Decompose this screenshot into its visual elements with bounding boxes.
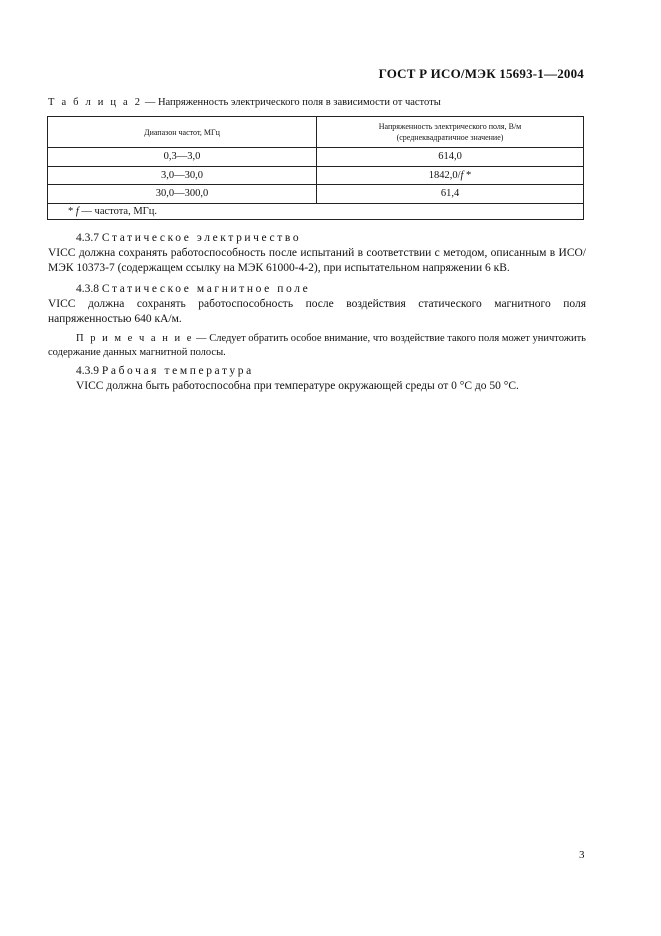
section-number: 4.3.9: [76, 365, 102, 377]
cell-value-suffix: *: [463, 169, 472, 181]
table-caption-label: Т а б л и ц а 2: [48, 97, 143, 108]
section-body: VICC должна быть работоспособна при температуре окружающей среды от 0 °С до 50 °С.: [76, 380, 519, 392]
col-header-field-strength-line1: Напряженность электрического поля, В/м: [378, 122, 522, 131]
table-row: [48, 185, 584, 204]
table-caption: [48, 97, 441, 108]
footnote-text: — частота, МГц.: [78, 205, 157, 217]
table-footnote: [48, 203, 584, 219]
footnote-variable: f: [75, 205, 79, 217]
section-4-3-7: [48, 231, 586, 276]
cell-value-variable: f: [460, 169, 464, 181]
cell-value-prefix: 1842,0/: [428, 169, 461, 181]
col-header-field-strength-line2: (среднеквадратичное значение): [396, 133, 504, 142]
section-heading: [76, 282, 586, 297]
footnote-mark: *: [68, 205, 76, 217]
table-row: [48, 148, 584, 167]
section-title: Статическое электричество: [101, 232, 302, 244]
cell-range: 0,3—3,0: [48, 148, 317, 167]
section-body: VICC должна сохранять работоспособность после воздействия статического магнитного поля напряженностью 640 кА/м.: [48, 298, 586, 325]
table-header-row: [48, 117, 584, 148]
note-text: — Следует обратить особое внимание, что воздействие такого поля может уничтожить содержание данных магнитной полосы.: [48, 333, 586, 358]
table-footnote-row: [48, 203, 584, 219]
section-number: 4.3.8: [76, 283, 102, 295]
section-4-3-8: [48, 282, 586, 327]
cell-value: 61,4: [317, 185, 584, 204]
col-header-field-strength: [317, 117, 584, 148]
cell-value: 614,0: [317, 148, 584, 167]
note-label: П р и м е ч а н и е: [76, 333, 194, 344]
note: [48, 332, 586, 360]
section-4-3-9: [76, 364, 586, 394]
document-header: ГОСТ Р ИСО/МЭК 15693-1—2004: [378, 66, 584, 81]
table-row: [48, 166, 584, 185]
page-number: 3: [579, 849, 585, 861]
field-strength-table: [47, 116, 584, 220]
section-title: Статическое магнитное поле: [101, 283, 311, 295]
cell-range: 3,0—30,0: [48, 166, 317, 185]
col-header-frequency: Диапазон частот, МГц: [48, 117, 317, 148]
table-caption-text: — Напряженность электрического поля в зависимости от частоты: [142, 97, 441, 108]
section-heading: [76, 231, 586, 246]
note-paragraph: [48, 332, 586, 360]
section-heading: [76, 364, 586, 379]
section-body: VICC должна сохранять работоспособность после испытаний в соответствии с методом, описанным в ИСО/МЭК 10373-7 (содержащем ссылку на МЭК 61000-4-2), при испытательном напряжении 6 кВ.: [48, 247, 586, 274]
section-title: Рабочая температура: [101, 365, 254, 377]
cell-range: 30,0—300,0: [48, 185, 317, 204]
section-number: 4.3.7: [76, 232, 102, 244]
cell-value: [317, 166, 584, 185]
